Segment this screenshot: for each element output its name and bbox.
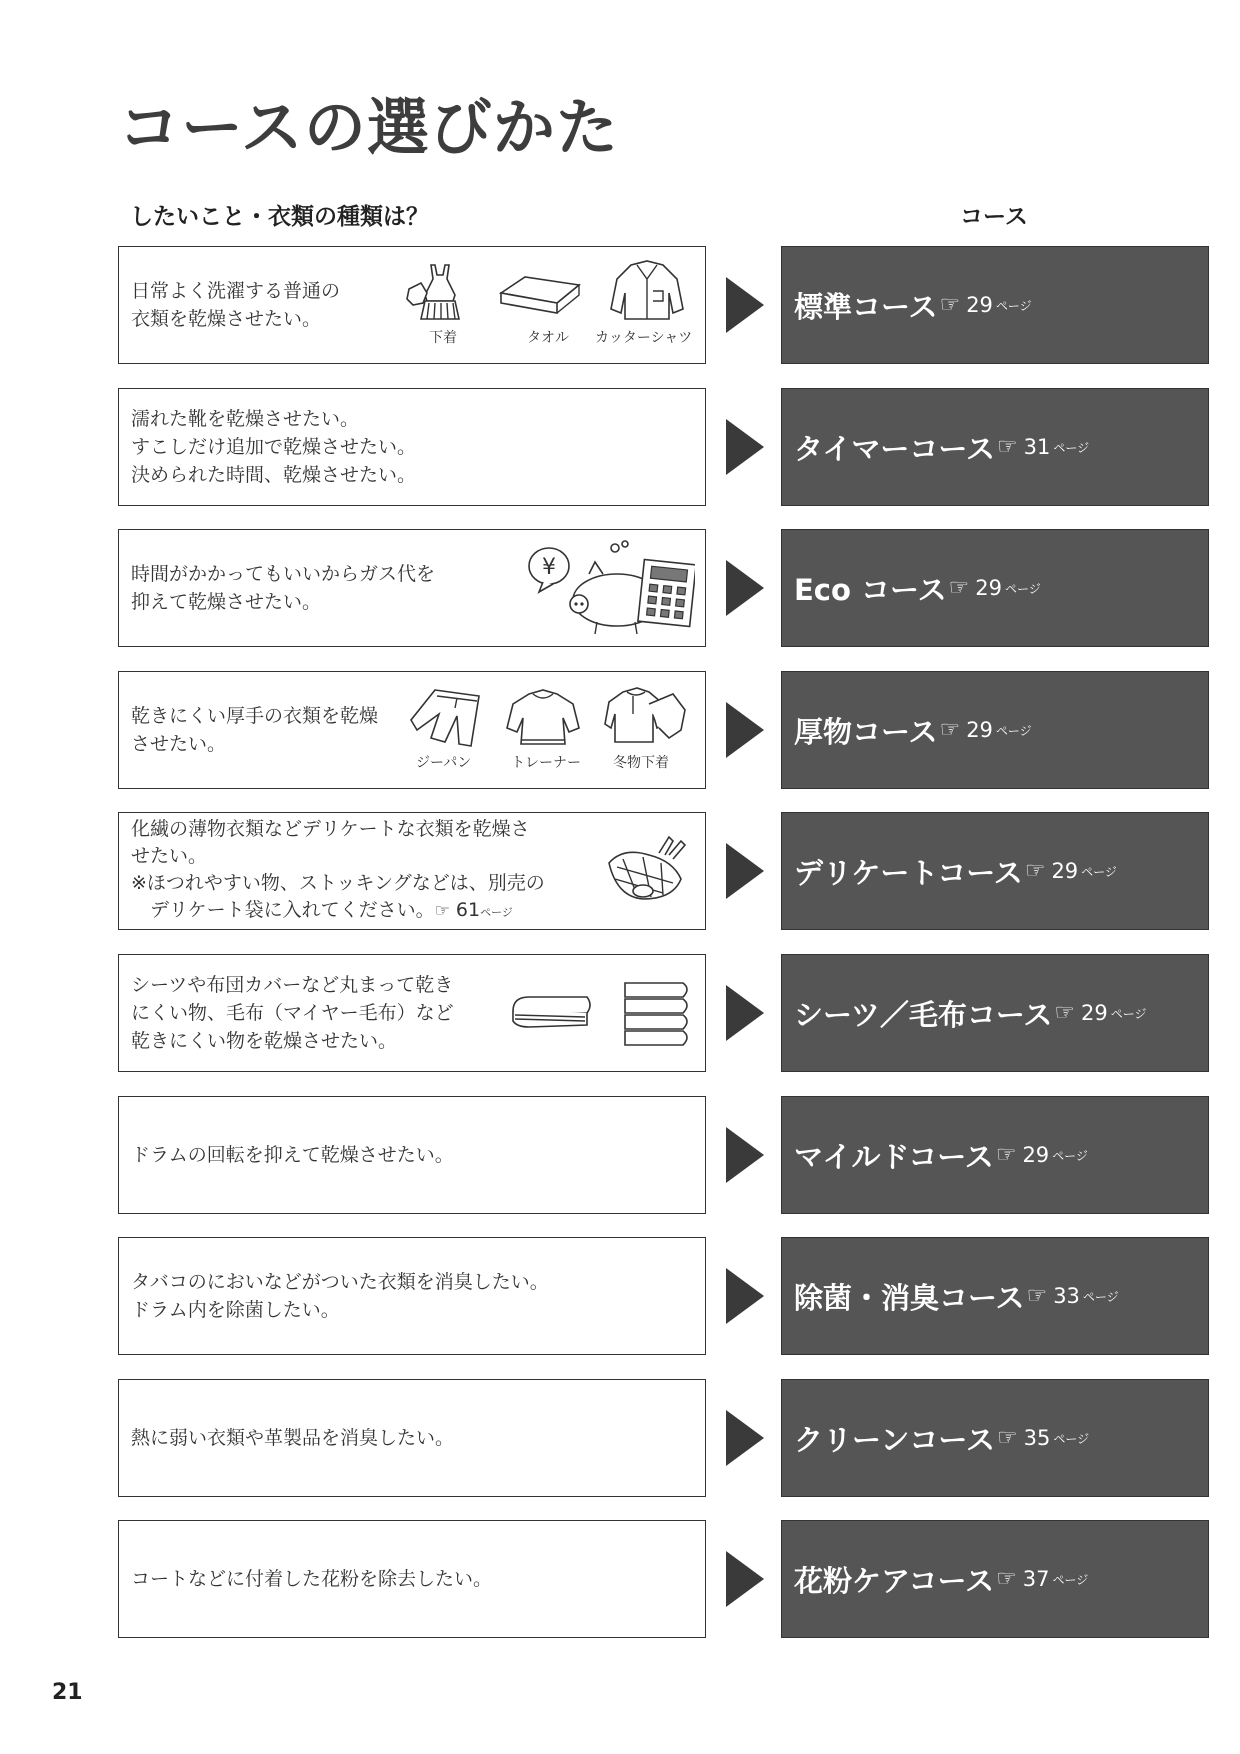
- description-text: コートなどに付着した花粉を除去したい。: [131, 1568, 493, 1590]
- course-row-sanitize: [0, 1237, 1240, 1355]
- arrow-icon: [726, 843, 764, 899]
- arrow-icon: [726, 1127, 764, 1183]
- arrow-icon: [726, 1268, 764, 1324]
- course-timer: タイマーコース ☞ 31 ページ: [781, 388, 1209, 506]
- pointing-hand-icon: ☞: [996, 434, 1018, 460]
- description-text: 熱に弱い衣類や革製品を消臭したい。: [131, 1427, 455, 1449]
- jeans-icon: [409, 686, 483, 750]
- course-row-eco: [0, 529, 1240, 647]
- description-box: [118, 529, 706, 647]
- description-text: 日常よく洗濯する普通の 衣類を乾燥させたい。: [131, 280, 341, 330]
- pointing-hand-icon: ☞: [1054, 1000, 1076, 1026]
- description-box: [118, 1237, 706, 1355]
- course-eco: Eco コース ☞ 29 ページ: [781, 529, 1209, 647]
- description-box: [118, 1096, 706, 1214]
- pointing-hand-icon: ☞: [1026, 1283, 1048, 1309]
- pointing-hand-icon: ☞: [996, 1566, 1017, 1592]
- label-underwear: 下着: [429, 330, 457, 346]
- course-row-pollen: [0, 1520, 1240, 1638]
- description-box: [118, 1379, 706, 1497]
- arrow-icon: [726, 277, 764, 333]
- label-jeans: ジーパン: [416, 755, 472, 771]
- description-box: [118, 246, 706, 364]
- folded-blankets-icon: [619, 977, 693, 1051]
- course-mild: マイルドコース ☞ 29 ページ: [781, 1096, 1209, 1214]
- description-text: タバコのにおいなどがついた衣類を消臭したい。 ドラム内を除菌したい。: [131, 1271, 549, 1321]
- course-standard: 標準コース ☞ 29 ページ: [781, 246, 1209, 364]
- arrow-icon: [726, 702, 764, 758]
- arrow-icon: [726, 1551, 764, 1607]
- laundry-net-icon: [603, 833, 689, 907]
- towel-icon: [495, 271, 585, 319]
- course-delicate: デリケートコース ☞ 29 ページ: [781, 812, 1209, 930]
- svg-text:¥: ¥: [542, 555, 556, 580]
- label-winter-underwear: 冬物下着: [613, 755, 669, 771]
- winter-underwear-icon: [603, 684, 687, 750]
- description-box: [118, 671, 706, 789]
- arrow-icon: [726, 419, 764, 475]
- sweatshirt-icon: [503, 686, 583, 750]
- arrow-icon: [726, 1410, 764, 1466]
- course-sanitize-deodorize: 除菌・消臭コース ☞ 33 ページ: [781, 1237, 1209, 1355]
- course-row-mild: [0, 1096, 1240, 1214]
- label-towel: タオル: [527, 330, 569, 346]
- course-row-clean: [0, 1379, 1240, 1497]
- pointing-hand-icon: ☞: [939, 292, 961, 318]
- description-text: 時間がかかってもいいからガス代を 抑えて乾燥させたい。: [131, 563, 436, 613]
- description-box: [118, 954, 706, 1072]
- description-text: シーツや布団カバーなど丸まって乾き にくい物、毛布（マイヤー毛布）など 乾きにくい物を乾燥させたい。: [131, 974, 454, 1052]
- left-column-heading: したいこと・衣類の種類は？: [130, 204, 429, 230]
- pointing-hand-icon: ☞: [1024, 858, 1046, 884]
- course-row-standard: [0, 246, 1240, 364]
- arrow-icon: [726, 560, 764, 616]
- description-box: [118, 812, 706, 930]
- course-clean: クリーンコース ☞ 35 ページ: [781, 1379, 1209, 1497]
- course-row-heavy: [0, 671, 1240, 789]
- folded-sheet-icon: [509, 985, 595, 1041]
- pointing-hand-icon: ☞: [948, 575, 970, 601]
- label-sweatshirt: トレーナー: [511, 755, 581, 771]
- course-heavy: 厚物コース ☞ 29 ページ: [781, 671, 1209, 789]
- page-title: コースの選びかた: [118, 91, 619, 164]
- description-text: 乾きにくい厚手の衣類を乾燥 させたい。: [131, 705, 379, 755]
- pointing-hand-icon: ☞: [434, 901, 450, 921]
- description-text: ドラムの回転を抑えて乾燥させたい。: [131, 1144, 454, 1166]
- description-text: 濡れた靴を乾燥させたい。 すこしだけ追加で乾燥させたい。 決められた時間、乾燥させたい。: [131, 408, 417, 486]
- label-dress-shirt: カッターシャツ: [595, 330, 693, 346]
- description-box: [118, 1520, 706, 1638]
- dress-shirt-icon: [607, 257, 687, 323]
- description-box: [118, 388, 706, 506]
- piggy-bank-calculator-icon: [525, 538, 695, 638]
- pointing-hand-icon: ☞: [939, 717, 961, 743]
- course-row-sheets: [0, 954, 1240, 1072]
- course-sheets-blanket: シーツ／毛布コース ☞ 29 ページ: [781, 954, 1209, 1072]
- arrow-icon: [726, 985, 764, 1041]
- pointing-hand-icon: ☞: [995, 1142, 1017, 1168]
- page-number: 21: [52, 1680, 83, 1705]
- course-row-delicate: [0, 812, 1240, 930]
- course-pollen-care: 花粉ケアコース ☞ 37 ページ: [781, 1520, 1209, 1638]
- description-text: 化繊の薄物衣類などデリケートな衣類を乾燥さ せたい。 ※ほつれやすい物、ストッキングなどは、別売の デリケート袋に入れてください。☞ 61ページ: [131, 818, 545, 921]
- right-column-heading: コース: [960, 204, 1028, 230]
- course-row-timer: [0, 388, 1240, 506]
- underwear-icon: [403, 261, 475, 323]
- pointing-hand-icon: ☞: [996, 1425, 1018, 1451]
